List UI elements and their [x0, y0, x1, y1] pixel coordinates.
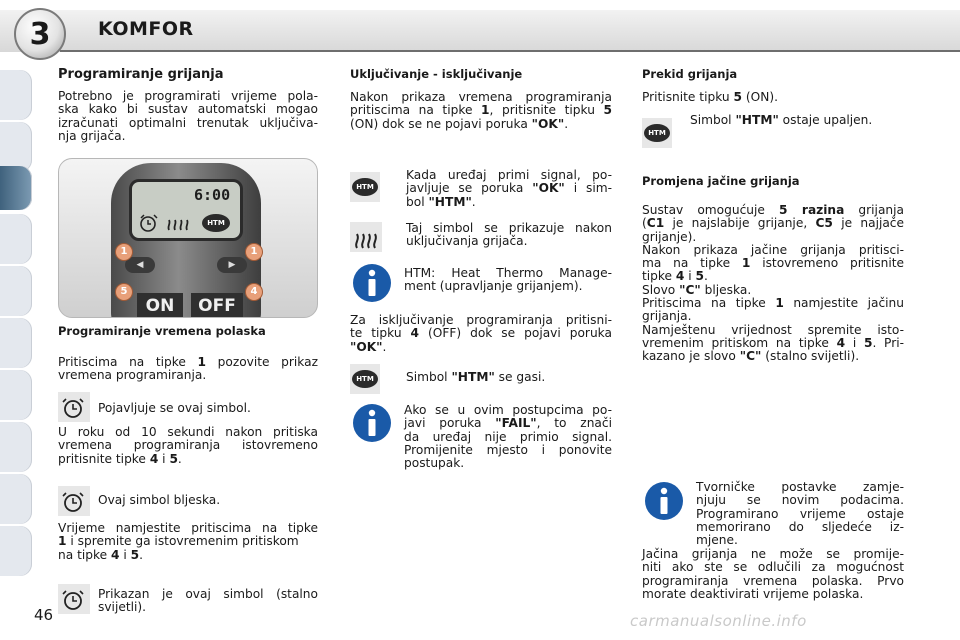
- callout-4: 4: [245, 283, 263, 301]
- htm-icon-box: [350, 172, 380, 202]
- callout-1-right: 1: [245, 243, 263, 261]
- htm-icon-box: [350, 364, 380, 394]
- heater-note: Taj simbol se prikazuje nakon uključivanja grijača.: [406, 221, 612, 249]
- info-factory-settings: Tvorničke postavke zamje- njuju se novim podacima. Programirano vrijeme ostaje memorirano do sljedeće iz- mjene.: [696, 480, 904, 548]
- left-arrow-button[interactable]: ◀: [125, 257, 155, 273]
- timer-icon: [138, 212, 160, 234]
- chapter-number: 3: [14, 8, 66, 60]
- info-htm-definition: HTM: Heat Thermo Manage- ment (upravljanje grijanjem).: [404, 266, 612, 294]
- paragraph-iskljucivanje: Za isključivanje programiranja pritisni- te tipku 4 (OFF) dok se pojavi poruka "OK".: [350, 313, 612, 354]
- heater-icon: [166, 214, 190, 232]
- callout-5: 5: [115, 283, 133, 301]
- remote-control-illustration: [58, 158, 318, 318]
- htm-icon: HTM: [352, 370, 378, 388]
- paragraph-pritiscima: Pritiscima na tipke 1 pozovite prikaz vremena programiranja.: [58, 355, 319, 383]
- section-heading-programiranje: Programiranje grijanja: [58, 67, 224, 82]
- heater-icon: [350, 222, 382, 252]
- off-button[interactable]: OFF: [191, 293, 243, 318]
- paragraph-nakon-prikaza: Nakon prikaza vremena programiranja pritiscima na tipke 1, pritisnite tipku 5 (ON) dok se ne pojavi poruka "OK".: [350, 90, 612, 131]
- timer-icon: [58, 392, 90, 422]
- chapter-title: KOMFOR: [98, 18, 194, 40]
- section-tab-8[interactable]: [0, 422, 32, 472]
- symbol-blinks-text: Ovaj simbol bljeska.: [98, 493, 221, 507]
- info-icon: [644, 480, 684, 522]
- htm-signal-note: Kada uređaj primi signal, po- javljuje se poruka "OK" i sim- bol "HTM".: [406, 168, 612, 209]
- watermark-text: carmanualsonline.info: [630, 612, 807, 630]
- timer-icon: [58, 486, 90, 516]
- symbol-steady-text: Prikazan je ovaj simbol (stalno svijetli).: [98, 587, 318, 615]
- info-icon: [352, 262, 392, 304]
- paragraph-jacina: Sustav omogućuje 5 razina grijanja (C1 je najslabije grijanje, C5 je najjače grijanje). Nakon prikaza jačine grijanja pritisci- ma na tipke 1 istovremeno pritisnite tipke 4 i 5. Slovo "C" bljeska. Pritiscima na tipke 1 namjestite jačinu grijanja. Namještenu vrijednost spremite isto- vremenim pritiskom na tipke 4 i 5. Pri- kazano je slovo "C" (stalno svijetli).: [642, 203, 905, 364]
- section-tab-4[interactable]: [0, 214, 32, 264]
- info-icon: [352, 402, 392, 444]
- sub-heading-vremena-polaska: Programiranje vremena polaska: [58, 324, 266, 338]
- section-tab-3-active[interactable]: [0, 166, 32, 210]
- section-heading-jacina: Promjena jačine grijanja: [642, 174, 800, 188]
- paragraph-prekid: Pritisnite tipku 5 (ON).: [642, 90, 778, 104]
- section-tab-9[interactable]: [0, 474, 32, 524]
- on-button[interactable]: ON: [137, 293, 183, 318]
- page-number: 46: [34, 606, 54, 624]
- remote-screen: [129, 179, 243, 241]
- htm-icon-box: [642, 118, 672, 148]
- paragraph-jacina-note: Jačina grijanja ne može se promije- niti ako ste se odlučili za mogućnost programiranja vremena polaska. Prvo morate deaktivirati vrijeme polaska.: [642, 547, 904, 601]
- screen-time: 6:00: [194, 186, 231, 204]
- section-tab-5[interactable]: [0, 266, 32, 316]
- section-tab-6[interactable]: [0, 318, 32, 368]
- paragraph-u-roku: U roku od 10 sekundi nakon pritiska vremena programiranja istovremeno pritisnite tipke 4 i 5.: [58, 425, 318, 466]
- section-heading-ukljucivanje: Uključivanje - isključivanje: [350, 67, 523, 81]
- info-fail-note: Ako se u ovim postupcima po- javi poruka "FAIL", to znači da uređaj nije primio signal. Promijenite mjesto i ponovite postupak.: [404, 403, 612, 471]
- htm-icon: HTM: [202, 214, 230, 232]
- paragraph-vrijeme: Vrijeme namjestite pritiscima na tipke 1 i spremite ga istovremenim pritiskom na tipke 4 i 5.: [58, 521, 318, 562]
- section-heading-prekid: Prekid grijanja: [642, 67, 738, 81]
- htm-icon: HTM: [644, 124, 670, 142]
- callout-1-left: 1: [115, 243, 133, 261]
- timer-icon: [58, 584, 90, 614]
- section-tab-7[interactable]: [0, 370, 32, 420]
- intro-paragraph: Potrebno je programirati vrijeme pola- ska kako bi sustav automatski mogao izračunati optimalni trenutak uključiva- nja grijača.: [58, 89, 318, 143]
- section-tab-10[interactable]: [0, 526, 32, 576]
- htm-on-note: Simbol "HTM" ostaje upaljen.: [690, 113, 873, 127]
- right-arrow-button[interactable]: ▶: [217, 257, 247, 273]
- htm-icon: HTM: [352, 178, 378, 196]
- section-tab-2[interactable]: [0, 122, 32, 172]
- section-tab-1[interactable]: [0, 70, 32, 120]
- htm-off-note: Simbol "HTM" se gasi.: [406, 370, 546, 384]
- header-rule: [60, 50, 960, 52]
- symbol-appears-text: Pojavljuje se ovaj simbol.: [98, 401, 251, 415]
